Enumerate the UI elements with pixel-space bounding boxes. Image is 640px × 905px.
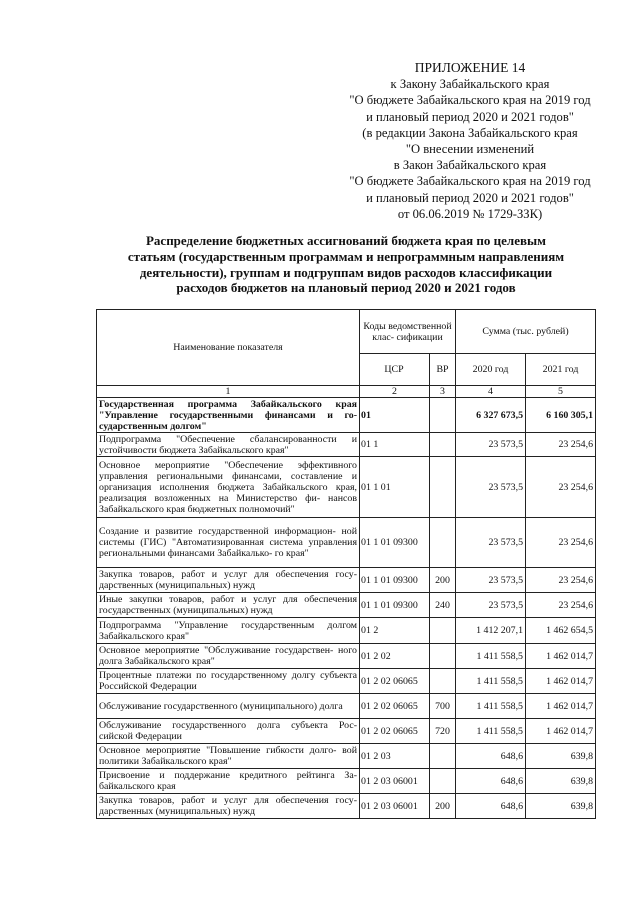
row-2020: 23 573,5 xyxy=(456,518,526,568)
table-row xyxy=(97,769,596,794)
table-row xyxy=(97,794,596,819)
row-2021: 639,8 xyxy=(526,794,596,819)
row-name: Основное мероприятие "Обеспечение эффективного управления региональными финансами, составление и организация исполнения бюджета Забайкальского края, реализация возложенных на Министерство фи- нансов Забайкальского края бюджетных полномочий" xyxy=(97,457,360,518)
appendix-line: и плановый период 2020 и 2021 годов" xyxy=(366,190,574,205)
appendix-line: "О бюджете Забайкальского края на 2019 год xyxy=(349,174,591,189)
row-2020: 1 411 558,5 xyxy=(456,694,526,719)
row-2021: 23 254,6 xyxy=(526,518,596,568)
appendix-line: к Закону Забайкальского края xyxy=(390,77,550,92)
column-number: 1 xyxy=(97,386,360,398)
row-2020: 23 573,5 xyxy=(456,593,526,618)
row-2020: 648,6 xyxy=(456,744,526,769)
row-vr: 200 xyxy=(430,794,456,819)
row-2020: 1 411 558,5 xyxy=(456,644,526,669)
row-vr: 720 xyxy=(430,719,456,744)
row-2020: 648,6 xyxy=(456,769,526,794)
budget-table xyxy=(96,309,596,819)
row-name: Присвоение и поддержание кредитного рейтинга За- байкальского края xyxy=(97,769,360,794)
header-2020: 2020 год xyxy=(456,354,526,386)
table-row xyxy=(97,457,596,518)
row-vr: 700 xyxy=(430,694,456,719)
header-vr: ВР xyxy=(430,354,456,386)
row-csr: 01 2 02 06065 xyxy=(360,694,430,719)
row-name: Закупка товаров, работ и услуг для обеспечения госу- дарственных (муниципальных) нужд xyxy=(97,794,360,819)
row-csr: 01 2 02 06065 xyxy=(360,669,430,694)
row-csr: 01 1 01 xyxy=(360,457,430,518)
table-row xyxy=(97,518,596,568)
table-row xyxy=(97,398,596,433)
table-row xyxy=(97,433,596,457)
row-2021: 1 462 014,7 xyxy=(526,669,596,694)
row-name: Закупка товаров, работ и услуг для обеспечения госу- дарственных (муниципальных) нужд xyxy=(97,568,360,593)
row-csr: 01 2 03 06001 xyxy=(360,769,430,794)
row-vr: 240 xyxy=(430,593,456,618)
row-csr: 01 2 03 xyxy=(360,744,430,769)
title-line: Распределение бюджетных ассигнований бюджета края по целевым xyxy=(145,233,547,248)
header-name: Наименование показателя xyxy=(97,310,360,386)
row-2021: 23 254,6 xyxy=(526,593,596,618)
appendix-line: ПРИЛОЖЕНИЕ 14 xyxy=(414,60,526,75)
appendix-line: (в редакции Закона Забайкальского края xyxy=(362,125,578,140)
appendix-block xyxy=(320,60,620,222)
row-2020: 23 573,5 xyxy=(456,457,526,518)
row-vr xyxy=(430,644,456,669)
row-2021: 1 462 014,7 xyxy=(526,719,596,744)
row-vr: 200 xyxy=(430,568,456,593)
row-csr: 01 1 01 09300 xyxy=(360,518,430,568)
row-2020: 648,6 xyxy=(456,794,526,819)
row-csr: 01 2 xyxy=(360,618,430,644)
title-line: статьям (государственным программам и непрограммным направлениям xyxy=(127,248,565,264)
column-number: 3 xyxy=(430,386,456,398)
row-name: Обслуживание государственного (муниципального) долга xyxy=(97,694,360,719)
table-row xyxy=(97,644,596,669)
row-vr xyxy=(430,669,456,694)
row-2021: 1 462 654,5 xyxy=(526,618,596,644)
document-title xyxy=(96,233,596,296)
row-vr xyxy=(430,457,456,518)
row-vr xyxy=(430,518,456,568)
table-row xyxy=(97,568,596,593)
appendix-line: "О бюджете Забайкальского края на 2019 год xyxy=(349,93,591,108)
row-2020: 23 573,5 xyxy=(456,568,526,593)
table-row xyxy=(97,694,596,719)
row-name: Основное мероприятие "Повышение гибкости долго- вой политики Забайкальского края" xyxy=(97,744,360,769)
appendix-line: в Закон Забайкальского края xyxy=(393,158,547,173)
table-row xyxy=(97,744,596,769)
row-2021: 6 160 305,1 xyxy=(526,398,596,433)
row-name: Подпрограмма "Обеспечение сбалансированности и устойчивости бюджета Забайкальского края" xyxy=(97,433,360,457)
row-2020: 1 411 558,5 xyxy=(456,669,526,694)
appendix-line: "О внесении изменений xyxy=(405,142,535,157)
appendix-line: и плановый период 2020 и 2021 годов" xyxy=(366,109,574,124)
table-row xyxy=(97,669,596,694)
row-2021: 639,8 xyxy=(526,744,596,769)
row-name: Обслуживание государственного долга субъекта Рос- сийской Федерации xyxy=(97,719,360,744)
header-sum: Сумма (тыс. рублей) xyxy=(456,310,596,354)
column-number: 5 xyxy=(526,386,596,398)
row-2021: 1 462 014,7 xyxy=(526,644,596,669)
column-number: 2 xyxy=(360,386,430,398)
row-csr: 01 2 02 xyxy=(360,644,430,669)
row-2021: 23 254,6 xyxy=(526,433,596,457)
row-2021: 639,8 xyxy=(526,769,596,794)
row-vr xyxy=(430,744,456,769)
title-line: расходов бюджетов на плановый период 2020 и 2021 годов xyxy=(176,280,516,296)
row-vr xyxy=(430,618,456,644)
row-2020: 6 327 673,5 xyxy=(456,398,526,433)
row-csr: 01 2 03 06001 xyxy=(360,794,430,819)
row-vr xyxy=(430,433,456,457)
table-row xyxy=(97,618,596,644)
title-line: деятельности), группам и подгруппам видов расходов классификации xyxy=(139,264,553,280)
row-name: Иные закупки товаров, работ и услуг для обеспечения государственных (муниципальных) нужд xyxy=(97,593,360,618)
row-csr: 01 1 01 09300 xyxy=(360,593,430,618)
row-2021: 23 254,6 xyxy=(526,457,596,518)
row-name: Создание и развитие государственной информацион- ной системы (ГИС) "Автоматизированная система управления региональными финансами Забайкалько- го края" xyxy=(97,518,360,568)
row-csr: 01 xyxy=(360,398,430,433)
table-row xyxy=(97,593,596,618)
header-csr: ЦСР xyxy=(360,354,430,386)
header-codes: Коды ведомственной клас- сификации xyxy=(360,310,456,354)
column-number: 4 xyxy=(456,386,526,398)
appendix-line: от 06.06.2019 № 1729-ЗЗК) xyxy=(397,206,543,221)
row-csr: 01 1 xyxy=(360,433,430,457)
row-2020: 1 411 558,5 xyxy=(456,719,526,744)
row-2021: 1 462 014,7 xyxy=(526,694,596,719)
table-row xyxy=(97,719,596,744)
row-2021: 23 254,6 xyxy=(526,568,596,593)
row-name: Основное мероприятие "Обслуживание государствен- ного долга Забайкальского края" xyxy=(97,644,360,669)
header-2021: 2021 год xyxy=(526,354,596,386)
row-2020: 23 573,5 xyxy=(456,433,526,457)
row-vr xyxy=(430,769,456,794)
row-name: Подпрограмма "Управление государственным долгом Забайкальского края" xyxy=(97,618,360,644)
row-2020: 1 412 207,1 xyxy=(456,618,526,644)
row-name: Государственная программа Забайкальского края "Управление государственными финансами и го- сударственным долгом" xyxy=(97,398,360,433)
row-csr: 01 1 01 09300 xyxy=(360,568,430,593)
row-name: Процентные платежи по государственному долгу субъекта Российской Федерации xyxy=(97,669,360,694)
row-vr xyxy=(430,398,456,433)
row-csr: 01 2 02 06065 xyxy=(360,719,430,744)
